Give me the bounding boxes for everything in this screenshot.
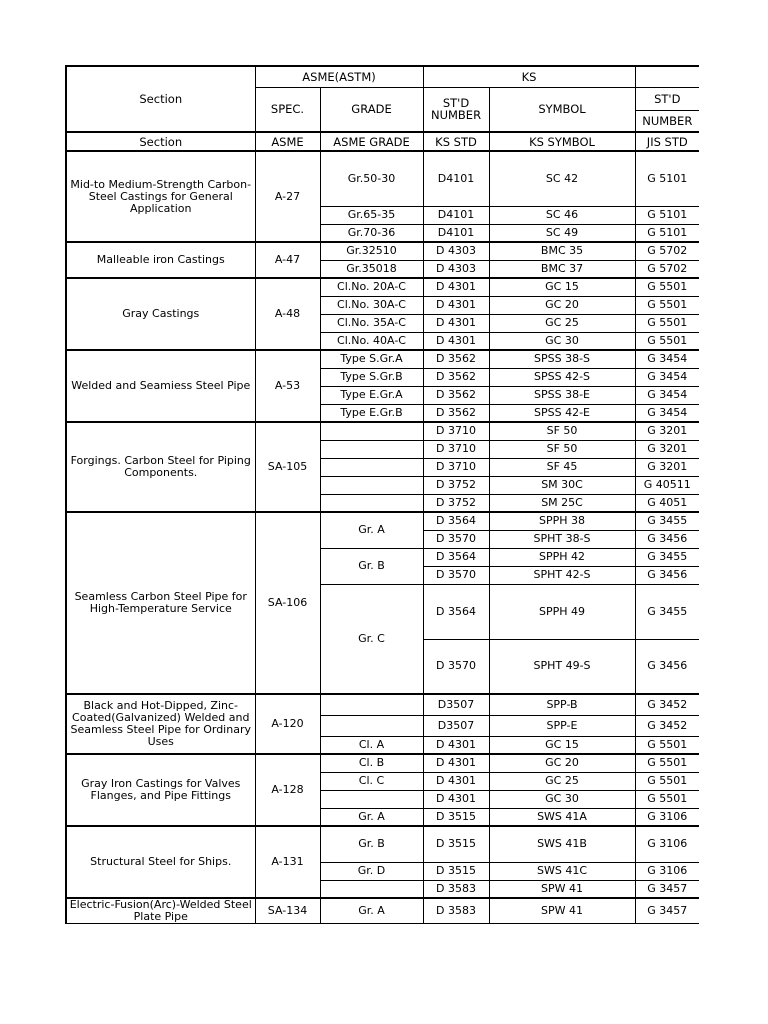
ks-symbol-cell: BMC 37 xyxy=(489,260,635,278)
jis-std-cell: G 5101 xyxy=(635,224,699,242)
jis-std-cell: G 3106 xyxy=(635,808,699,826)
ks-symbol-cell: SWS 41A xyxy=(489,808,635,826)
specification-table xyxy=(65,65,699,924)
ks-symbol-cell: SPW 41 xyxy=(489,898,635,924)
jis-std-cell: G 40511 xyxy=(635,476,699,494)
ks-symbol-cell: SWS 41B xyxy=(489,826,635,862)
jis-std-cell: G 3457 xyxy=(635,898,699,924)
ks-std-cell: D 3570 xyxy=(423,530,489,548)
ks-symbol-cell: SF 45 xyxy=(489,458,635,476)
jis-std-cell: G 5501 xyxy=(635,332,699,350)
ks-symbol-cell: SPSS 42-S xyxy=(489,368,635,386)
jis-std-cell: G 3201 xyxy=(635,440,699,458)
grade-cell: Cl.No. 20A-C xyxy=(320,278,423,296)
spec-cell: A-48 xyxy=(255,278,320,350)
subheader-ks-std: KS STD xyxy=(423,132,489,151)
ks-std-cell: D 3752 xyxy=(423,494,489,512)
header-jis-std: ST'D xyxy=(635,87,699,110)
ks-std-cell: D 3562 xyxy=(423,350,489,368)
ks-std-cell: D 3583 xyxy=(423,880,489,898)
grade-cell: Type S.Gr.A xyxy=(320,350,423,368)
jis-std-cell: G 5101 xyxy=(635,206,699,224)
ks-std-cell: D 3564 xyxy=(423,512,489,530)
jis-std-cell: G 5702 xyxy=(635,260,699,278)
grade-cell xyxy=(320,458,423,476)
ks-std-cell: D 4301 xyxy=(423,754,489,772)
grade-cell xyxy=(320,715,423,736)
jis-std-cell: G 5101 xyxy=(635,151,699,206)
ks-std-cell: D 3583 xyxy=(423,898,489,924)
jis-std-cell: G 5501 xyxy=(635,772,699,790)
spec-cell: SA-106 xyxy=(255,512,320,694)
spec-cell: A-128 xyxy=(255,754,320,826)
table-row xyxy=(66,694,699,715)
grade-cell: Cl.No. 35A-C xyxy=(320,314,423,332)
subheader-section: Section xyxy=(66,132,255,151)
ks-std-cell: D 4301 xyxy=(423,314,489,332)
ks-std-cell: D 3515 xyxy=(423,862,489,880)
section-cell: Malleable iron Castings xyxy=(66,242,255,278)
ks-std-cell: D 4301 xyxy=(423,790,489,808)
grade-cell: Cl. C xyxy=(320,772,423,790)
ks-symbol-cell: GC 30 xyxy=(489,332,635,350)
grade-cell: Gr.70-36 xyxy=(320,224,423,242)
ks-symbol-cell: SPHT 38-S xyxy=(489,530,635,548)
ks-std-cell: D4101 xyxy=(423,224,489,242)
jis-std-cell: G 5501 xyxy=(635,736,699,754)
section-cell: Mid-to Medium-Strength Carbon-Steel Castings for General Application xyxy=(66,151,255,242)
ks-std-cell: D 3710 xyxy=(423,440,489,458)
jis-std-cell: G 3201 xyxy=(635,458,699,476)
ks-symbol-cell: SPSS 38-S xyxy=(489,350,635,368)
ks-std-cell: D 3570 xyxy=(423,639,489,694)
jis-std-cell: G 3452 xyxy=(635,694,699,715)
section-cell: Structural Steel for Ships. xyxy=(66,826,255,898)
section-cell: Electric-Fusion(Arc)-Welded Steel Plate Pipe xyxy=(66,898,255,924)
ks-std-cell: D 3564 xyxy=(423,548,489,566)
spec-cell: SA-134 xyxy=(255,898,320,924)
ks-symbol-cell: SPPH 38 xyxy=(489,512,635,530)
grade-cell: Gr. B xyxy=(320,826,423,862)
section-cell: Seamless Carbon Steel Pipe for High-Temperature Service xyxy=(66,512,255,694)
ks-symbol-cell: BMC 35 xyxy=(489,242,635,260)
ks-std-cell: D 3515 xyxy=(423,826,489,862)
ks-symbol-cell: SPHT 42-S xyxy=(489,566,635,584)
ks-std-cell: D 3564 xyxy=(423,584,489,639)
ks-std-cell: D 3562 xyxy=(423,404,489,422)
table-row xyxy=(66,422,699,440)
jis-std-cell: G 5501 xyxy=(635,754,699,772)
ks-std-cell: D 3752 xyxy=(423,476,489,494)
jis-std-cell: G 3454 xyxy=(635,386,699,404)
jis-std-cell: G 3106 xyxy=(635,826,699,862)
ks-symbol-cell: SM 25C xyxy=(489,494,635,512)
jis-std-cell: G 3457 xyxy=(635,880,699,898)
jis-std-cell: G 3454 xyxy=(635,404,699,422)
subheader-row xyxy=(66,132,699,151)
grade-cell: Gr.35018 xyxy=(320,260,423,278)
table-row xyxy=(66,754,699,772)
ks-std-cell: D 4301 xyxy=(423,332,489,350)
ks-symbol-cell: SPSS 38-E xyxy=(489,386,635,404)
subheader-ks-symbol: KS SYMBOL xyxy=(489,132,635,151)
grade-cell: Cl. A xyxy=(320,736,423,754)
header-jis-number: NUMBER xyxy=(635,110,699,132)
header-ks-group: KS xyxy=(423,66,635,87)
ks-std-cell: D 3562 xyxy=(423,368,489,386)
ks-symbol-cell: GC 15 xyxy=(489,278,635,296)
ks-symbol-cell: GC 25 xyxy=(489,314,635,332)
ks-symbol-cell: SF 50 xyxy=(489,440,635,458)
header-symbol: SYMBOL xyxy=(489,87,635,132)
section-cell: Gray Castings xyxy=(66,278,255,350)
ks-std-cell: D 4303 xyxy=(423,260,489,278)
jis-std-cell: G 5501 xyxy=(635,790,699,808)
grade-cell: Cl.No. 30A-C xyxy=(320,296,423,314)
jis-std-cell: G 3456 xyxy=(635,639,699,694)
section-cell: Forgings. Carbon Steel for Piping Components. xyxy=(66,422,255,512)
section-cell: Welded and Seamiess Steel Pipe xyxy=(66,350,255,422)
jis-std-cell: G 3456 xyxy=(635,566,699,584)
ks-std-cell: D 3570 xyxy=(423,566,489,584)
ks-symbol-cell: SPHT 49-S xyxy=(489,639,635,694)
section-cell: Gray Iron Castings for Valves Flanges, and Pipe Fittings xyxy=(66,754,255,826)
ks-std-cell: D 3515 xyxy=(423,808,489,826)
grade-cell: Gr. C xyxy=(320,584,423,694)
jis-std-cell: G 5501 xyxy=(635,278,699,296)
grade-cell xyxy=(320,476,423,494)
ks-symbol-cell: SM 30C xyxy=(489,476,635,494)
grade-cell: Type E.Gr.B xyxy=(320,404,423,422)
ks-std-cell: D 3710 xyxy=(423,458,489,476)
ks-std-cell: D 3710 xyxy=(423,422,489,440)
jis-std-cell: G 3455 xyxy=(635,584,699,639)
grade-cell: Type E.Gr.A xyxy=(320,386,423,404)
jis-std-cell: G 3106 xyxy=(635,862,699,880)
jis-std-cell: G 5501 xyxy=(635,314,699,332)
ks-symbol-cell: GC 20 xyxy=(489,754,635,772)
header-row-1 xyxy=(66,66,699,87)
ks-symbol-cell: SPPH 42 xyxy=(489,548,635,566)
spec-cell: SA-105 xyxy=(255,422,320,512)
grade-cell xyxy=(320,422,423,440)
spec-cell: A-131 xyxy=(255,826,320,898)
jis-std-cell: G 3456 xyxy=(635,530,699,548)
grade-cell xyxy=(320,494,423,512)
jis-std-cell: G 3454 xyxy=(635,368,699,386)
grade-cell: Gr. A xyxy=(320,512,423,548)
ks-symbol-cell: GC 15 xyxy=(489,736,635,754)
jis-std-cell: G 3201 xyxy=(635,422,699,440)
ks-symbol-cell: SC 46 xyxy=(489,206,635,224)
grade-cell: Gr.32510 xyxy=(320,242,423,260)
ks-std-cell: D 3562 xyxy=(423,386,489,404)
jis-std-cell: G 3454 xyxy=(635,350,699,368)
subheader-asme-grade: ASME GRADE xyxy=(320,132,423,151)
ks-std-cell: D3507 xyxy=(423,715,489,736)
ks-std-cell: D 4301 xyxy=(423,736,489,754)
ks-std-cell: D4101 xyxy=(423,206,489,224)
grade-cell: Gr.50-30 xyxy=(320,151,423,206)
ks-symbol-cell: SC 49 xyxy=(489,224,635,242)
jis-std-cell: G 5702 xyxy=(635,242,699,260)
jis-std-cell: G 5501 xyxy=(635,296,699,314)
header-jis-blank xyxy=(635,66,699,87)
ks-std-cell: D 4301 xyxy=(423,296,489,314)
spec-cell: A-47 xyxy=(255,242,320,278)
jis-std-cell: G 4051 xyxy=(635,494,699,512)
header-grade: GRADE xyxy=(320,87,423,132)
table-row xyxy=(66,242,699,260)
header-spec: SPEC. xyxy=(255,87,320,132)
table-row xyxy=(66,826,699,862)
table-body xyxy=(66,66,699,924)
ks-symbol-cell: SF 50 xyxy=(489,422,635,440)
jis-std-cell: G 3455 xyxy=(635,548,699,566)
grade-cell: Gr. A xyxy=(320,808,423,826)
subheader-asme: ASME xyxy=(255,132,320,151)
subheader-jis-std: JIS STD xyxy=(635,132,699,151)
header-std-number: ST'D NUMBER xyxy=(423,87,489,132)
grade-cell xyxy=(320,880,423,898)
grade-cell xyxy=(320,440,423,458)
ks-std-cell: D4101 xyxy=(423,151,489,206)
jis-std-cell: G 3452 xyxy=(635,715,699,736)
ks-std-cell: D 4301 xyxy=(423,278,489,296)
grade-cell xyxy=(320,790,423,808)
spec-cell: A-27 xyxy=(255,151,320,242)
ks-symbol-cell: SC 42 xyxy=(489,151,635,206)
ks-std-cell: D 4301 xyxy=(423,772,489,790)
table-row xyxy=(66,350,699,368)
table-row xyxy=(66,512,699,530)
jis-std-cell: G 3455 xyxy=(635,512,699,530)
ks-symbol-cell: SWS 41C xyxy=(489,862,635,880)
section-cell: Black and Hot-Dipped, Zinc-Coated(Galvanized) Welded and Seamless Steel Pipe for Ordinary Uses xyxy=(66,694,255,754)
ks-symbol-cell: SPP-E xyxy=(489,715,635,736)
spec-cell: A-120 xyxy=(255,694,320,754)
ks-std-cell: D3507 xyxy=(423,694,489,715)
grade-cell: Cl.No. 40A-C xyxy=(320,332,423,350)
grade-cell: Gr. B xyxy=(320,548,423,584)
ks-symbol-cell: GC 25 xyxy=(489,772,635,790)
ks-symbol-cell: SPW 41 xyxy=(489,880,635,898)
header-section: Section xyxy=(66,66,255,132)
grade-cell xyxy=(320,694,423,715)
grade-cell: Gr. D xyxy=(320,862,423,880)
grade-cell: Gr.65-35 xyxy=(320,206,423,224)
table-row xyxy=(66,278,699,296)
ks-symbol-cell: SPPH 49 xyxy=(489,584,635,639)
ks-std-cell: D 4303 xyxy=(423,242,489,260)
grade-cell: Type S.Gr.B xyxy=(320,368,423,386)
header-asme-group: ASME(ASTM) xyxy=(255,66,423,87)
ks-symbol-cell: GC 30 xyxy=(489,790,635,808)
table-row xyxy=(66,898,699,924)
ks-symbol-cell: SPSS 42-E xyxy=(489,404,635,422)
spec-cell: A-53 xyxy=(255,350,320,422)
grade-cell: Cl. B xyxy=(320,754,423,772)
table-row xyxy=(66,151,699,206)
grade-cell: Gr. A xyxy=(320,898,423,924)
ks-symbol-cell: GC 20 xyxy=(489,296,635,314)
ks-symbol-cell: SPP-B xyxy=(489,694,635,715)
